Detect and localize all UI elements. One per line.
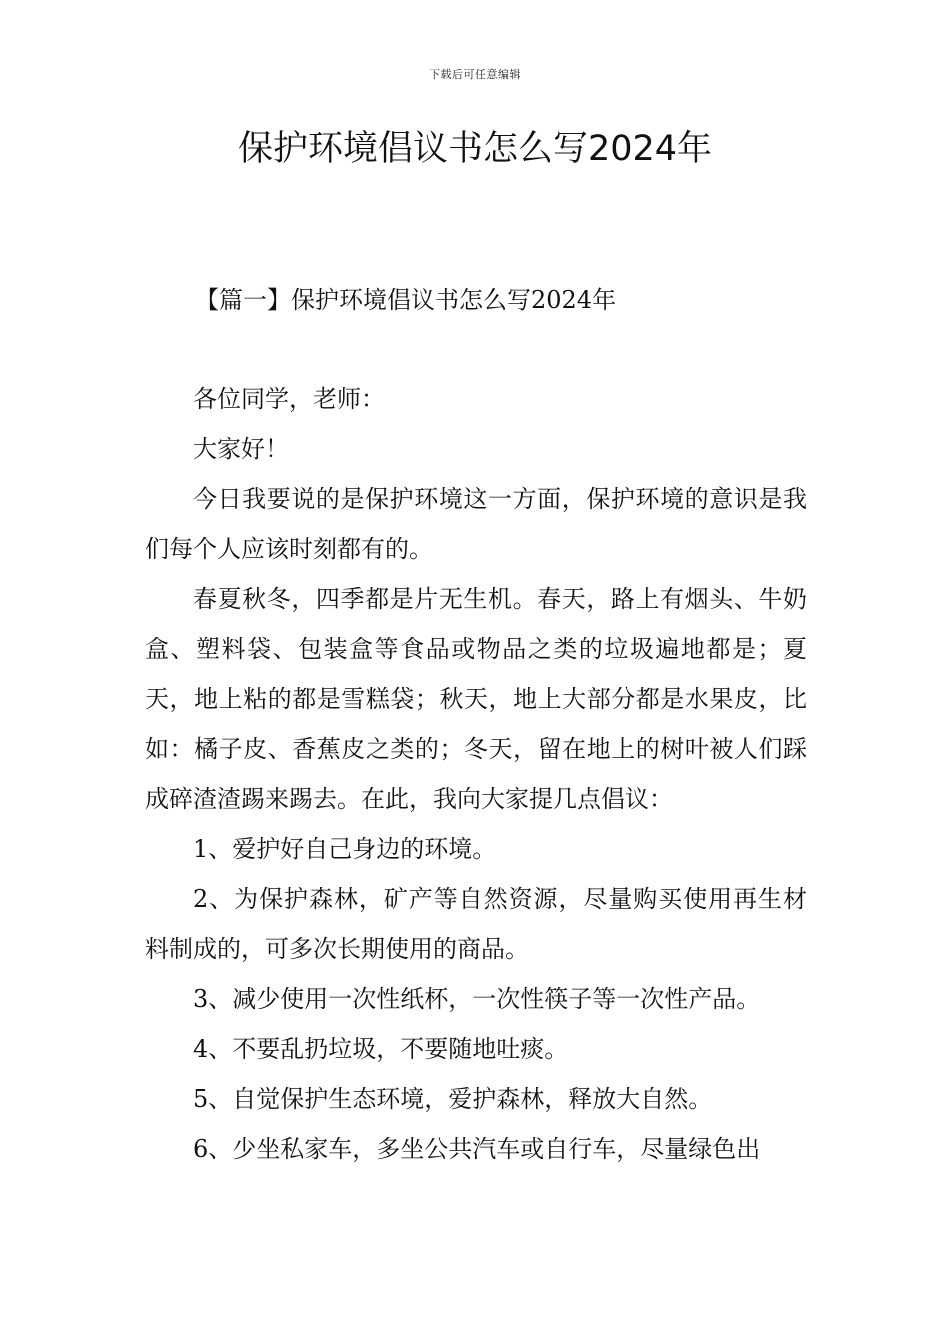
paragraph-proposal-1: 1、爱护好自己身边的环境。	[193, 835, 497, 863]
paragraph-salutation: 各位同学，老师：	[193, 385, 385, 413]
paragraph-proposal-6: 6、少坐私家车，多坐公共汽车或自行车，尽量绿色出	[193, 1135, 761, 1163]
paragraph-seasons: 春夏秋冬，四季都是片无生机。春天，路上有烟头、牛奶盒、塑料袋、包装盒等食品或物品之类的垃圾遍地都是；夏天，地上粘的都是雪糕袋；秋天，地上大部分都是水果皮，比如：橘子皮、香蕉皮之类的；冬天，留在地上的树叶被人们踩成碎渣渣踢来踢去。在此，我向大家提几点倡议：	[145, 585, 807, 813]
paragraph-proposal-4: 4、不要乱扔垃圾，不要随地吐痰。	[193, 1035, 569, 1063]
paragraph-greeting: 大家好！	[193, 435, 289, 463]
paragraph-proposal-3: 3、减少使用一次性纸杯，一次性筷子等一次性产品。	[193, 985, 761, 1013]
paragraph-proposal-5: 5、自觉保护生态环境，爱护森林，释放大自然。	[193, 1085, 713, 1113]
header-note: 下载后可任意编辑	[429, 68, 521, 81]
document-title: 保护环境倡议书怎么写2024年	[237, 129, 713, 169]
document-body	[145, 374, 807, 1174]
paragraph-proposal-2: 2、为保护森林，矿产等自然资源，尽量购买使用再生材料制成的，可多次长期使用的商品。	[145, 885, 807, 963]
section-heading: 【篇一】保护环境倡议书怎么写2024年	[195, 286, 617, 314]
paragraph-intro: 今日我要说的是保护环境这一方面，保护环境的意识是我们每个人应该时刻都有的。	[145, 485, 807, 563]
